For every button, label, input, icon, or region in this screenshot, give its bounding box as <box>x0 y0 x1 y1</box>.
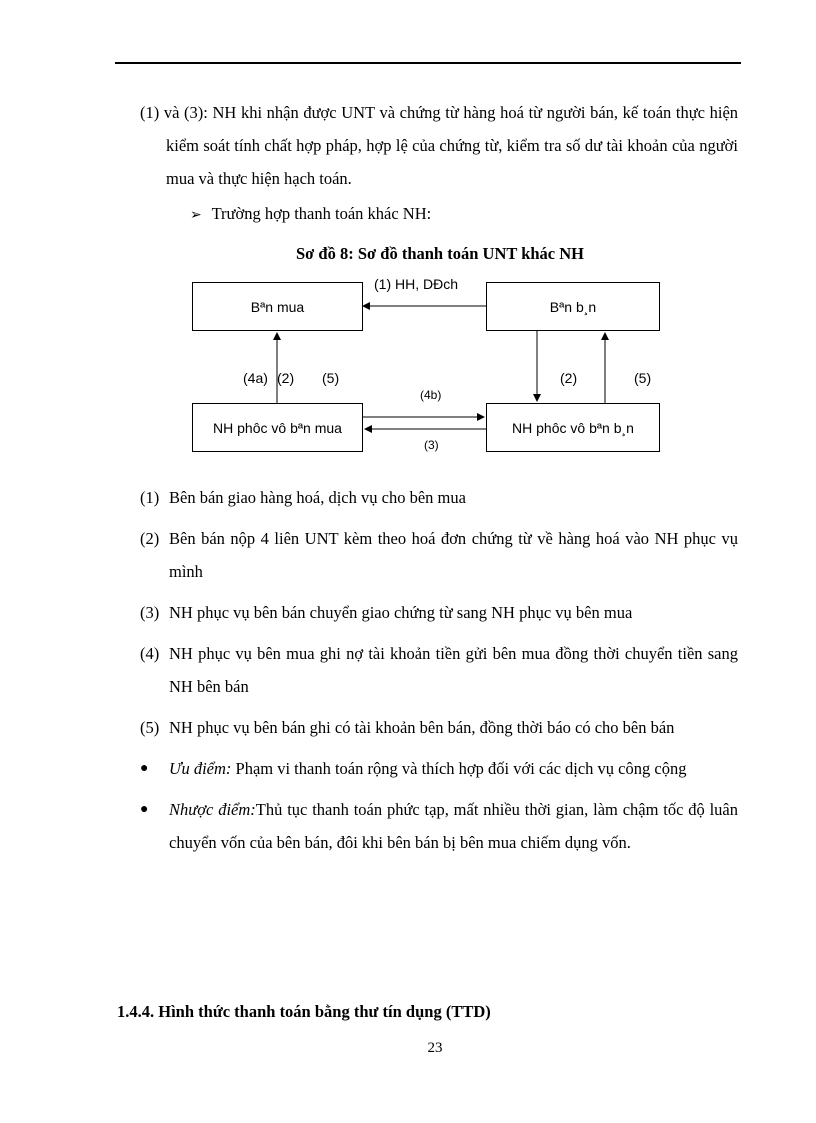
label-goods-services: (1) HH, DÐch <box>374 276 459 292</box>
step-number: (3) <box>140 603 160 622</box>
bullet-dot-icon: ● <box>140 802 149 817</box>
bullet-dot-icon: ● <box>140 761 149 776</box>
sub-heading <box>190 202 431 227</box>
step-number: (4) <box>140 644 160 663</box>
label-3: (3) <box>424 438 439 452</box>
disadvantages-label: Nhược điểm: <box>169 800 256 819</box>
box-buyer: Bªn mua <box>192 282 363 331</box>
label-4b: (4b) <box>420 388 442 402</box>
box-seller-bank: NH phôc vô bªn b¸n <box>486 403 660 452</box>
list-item <box>140 596 738 629</box>
header-rule <box>115 62 741 64</box>
sub-heading-text: Trường hợp thanh toán khác NH: <box>211 204 432 223</box>
payment-diagram <box>180 270 680 470</box>
disadvantages-bullet <box>140 793 738 859</box>
step-text: Bên bán nộp 4 liên UNT kèm theo hoá đơn chứng từ về hàng hoá vào NH phục vụ mình <box>169 529 738 581</box>
step-number: (5) <box>140 718 160 737</box>
label-right-2: (2) <box>560 370 578 386</box>
advantages-bullet <box>140 752 738 785</box>
step-text: NH phục vụ bên bán chuyển giao chứng từ sang NH phục vụ bên mua <box>169 603 633 622</box>
list-item <box>140 711 738 744</box>
list-item <box>140 637 738 703</box>
step-text: NH phục vụ bên mua ghi nợ tài khoản tiền gửi bên mua đồng thời chuyển tiền sang NH bên bán <box>169 644 738 696</box>
steps-list <box>140 481 738 867</box>
diagram-title: Sơ đồ 8: Sơ đồ thanh toán UNT khác NH <box>295 244 584 263</box>
intro-number: (1) và (3): <box>140 103 208 122</box>
section-heading: 1.4.4. Hình thức thanh toán bằng thư tín dụng (TTD) <box>117 1002 491 1021</box>
step-number: (1) <box>140 488 160 507</box>
label-left-5: (5) <box>322 370 340 386</box>
page-number: 23 <box>427 1040 443 1056</box>
list-item <box>140 522 738 588</box>
arrowhead-bullet-icon: ➢ <box>190 207 202 223</box>
intro-paragraph <box>140 96 738 195</box>
step-number: (2) <box>140 529 160 548</box>
advantages-text: Phạm vi thanh toán rộng và thích hợp đối với các dịch vụ công cộng <box>231 759 687 778</box>
box-seller: Bªn b¸n <box>486 282 660 331</box>
box-buyer-bank: NH phôc vô bªn mua <box>192 403 363 452</box>
label-4a: (4a) <box>243 370 268 386</box>
step-text: Bên bán giao hàng hoá, dịch vụ cho bên mua <box>169 488 466 507</box>
intro-text: NH khi nhận được UNT và chứng từ hàng hoá từ người bán, kế toán thực hiện kiểm soát tính chất hợp pháp, hợp lệ của chứng từ, kiểm tra số dư tài khoản của người mua và thực hiện hạch toán. <box>166 103 739 188</box>
disadvantages-text: Thủ tục thanh toán phức tạp, mất nhiều thời gian, làm chậm tốc độ luân chuyển vốn của bên bán, đôi khi bên bán bị bên mua chiếm dụng vốn. <box>169 800 739 852</box>
list-item <box>140 481 738 514</box>
label-left-2: (2) <box>277 370 295 386</box>
step-text: NH phục vụ bên bán ghi có tài khoản bên bán, đồng thời báo có cho bên bán <box>169 718 675 737</box>
label-right-5: (5) <box>634 370 652 386</box>
advantages-label: Ưu điểm: <box>169 759 232 778</box>
